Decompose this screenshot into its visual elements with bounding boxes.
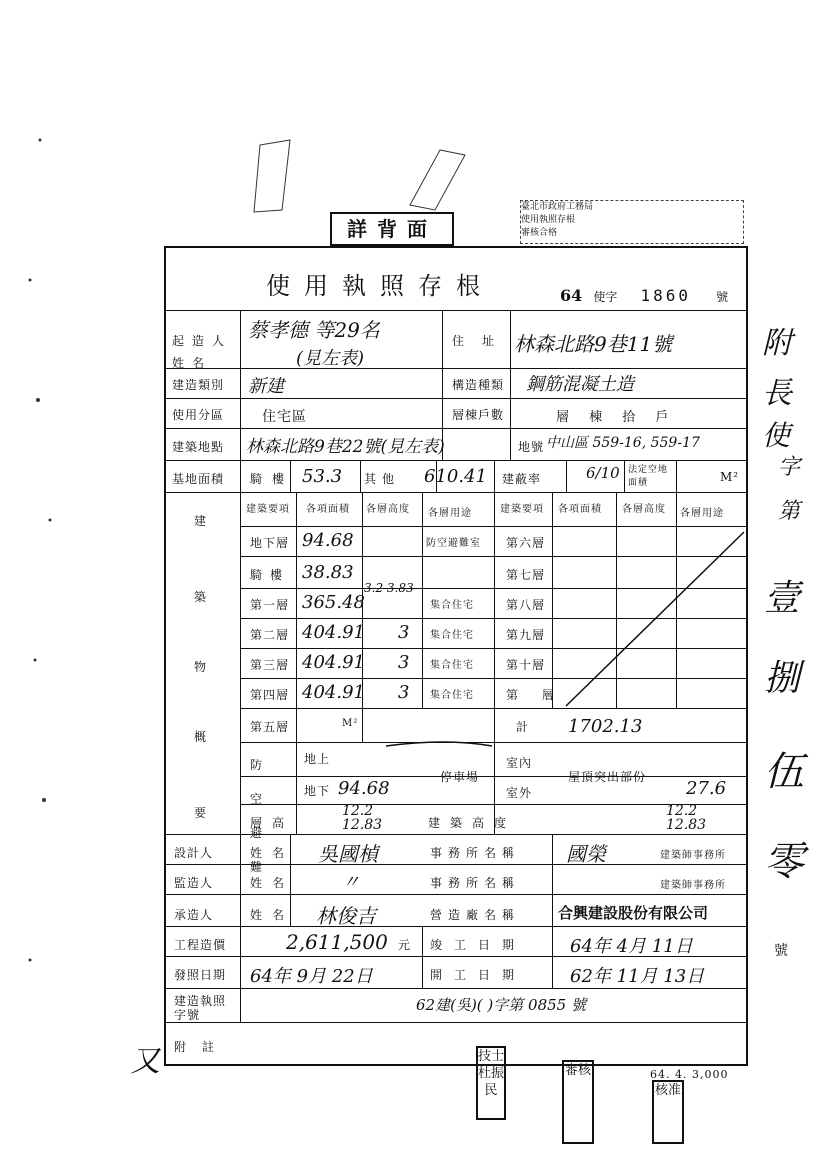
start-value: 62年 11月 13日 (570, 966, 705, 987)
address-label: 住址 (452, 334, 513, 348)
issue-value: 64年 9月 22日 (250, 966, 373, 987)
supervisor-office-label: 事務所名稱 (430, 876, 521, 890)
floor-left-area-2: 365.48 (302, 592, 365, 613)
permit-form (164, 246, 748, 1066)
strike-line (552, 526, 752, 716)
other-label: 其他 (364, 472, 401, 486)
completion-label: 竣工日期 (430, 938, 527, 952)
tape-marks (240, 130, 480, 220)
floor-left-name-2: 第一層 (250, 598, 290, 612)
ground-label: 地上 (304, 752, 331, 766)
open-area-unit: M² (720, 470, 740, 484)
contractor-name: 林俊吉 (316, 904, 376, 928)
floor-left-use-4: 集合住宅 (430, 660, 474, 671)
building-type-value: 新建 (248, 376, 284, 397)
permit-number-value: 1860 (640, 286, 691, 305)
hdr-height-right: 各層高度 (622, 504, 666, 515)
floor-left-area-4: 404.91 (302, 652, 365, 673)
roof-label: 屋頂突出部份 (568, 770, 647, 784)
floor-left-name-4: 第三層 (250, 658, 290, 672)
left-char-5: 要 (194, 806, 208, 820)
total-area: 1702.13 (568, 716, 643, 737)
stamp-technician (476, 1046, 506, 1120)
top-right-stamp-line-3: 審核合格 (521, 228, 558, 238)
coverage-value: 6/10 (586, 464, 620, 482)
floor-left-use-2: 集合住宅 (430, 600, 474, 611)
arcade-value: 53.3 (302, 466, 343, 487)
floor-right-3: 第九層 (506, 628, 546, 642)
side-char-5: 壹 (764, 578, 801, 619)
cost-label: 工程造價 (174, 938, 227, 952)
contractor-label: 承造人 (174, 908, 214, 922)
area-label: 基地面積 (172, 472, 225, 486)
floor-left-area-1: 38.83 (302, 562, 354, 583)
floor-left-name-6: 第五層 (250, 720, 290, 734)
designer-name-label: 姓名 (250, 846, 295, 860)
floor-left-height-3: 3 (398, 622, 410, 643)
use-zone-label: 使用分區 (172, 408, 225, 422)
stamp-review-text: 審核 (564, 1063, 591, 1078)
left-mark: 又 (130, 1044, 160, 1079)
detail-back-stamp-label: 詳背面 (347, 217, 437, 241)
license-value: 62建(吳)( )字第 0855 號 (416, 996, 586, 1014)
form-title: 使用執照存根 (266, 272, 494, 300)
print-note: 64. 4. 3,000 (650, 1068, 729, 1081)
floors-units-value: 層 棟 拾 戶 (556, 410, 677, 425)
floor-left-area-5: 404.91 (302, 682, 365, 703)
address-value: 林森北路9巷11號 (514, 332, 673, 356)
side-char-8: 零 (764, 839, 804, 885)
supervisor-name: 〃 (342, 872, 360, 893)
floor-left-name-3: 第二層 (250, 628, 290, 642)
floor-left-name-1: 騎樓 (250, 568, 291, 582)
stamp-technician-text: 技士杜振民 (478, 1049, 505, 1098)
hdr-item-right: 建築要項 (500, 504, 544, 515)
floor-right-4: 第十層 (506, 658, 546, 672)
supervisor-office-suffix: 建築師事務所 (660, 880, 726, 891)
floor-height-value: 12.2 12.83 (342, 803, 383, 833)
permit-number (560, 286, 728, 305)
builder-value: 蔡孝德 等29名 (248, 318, 380, 342)
left-char-1: 建 (194, 514, 208, 528)
top-right-stamp (520, 200, 744, 244)
floor-left-height-2: 3.2 3.83 (364, 581, 414, 595)
side-char-0: 附 (762, 326, 792, 361)
side-char-4: 第 (778, 499, 801, 524)
floor-left-use-0: 防空避難室 (426, 538, 481, 549)
contractor-name-label: 姓名 (250, 908, 295, 922)
left-edge-specks (0, 100, 60, 1100)
stamp-review (562, 1060, 594, 1144)
designer-label: 設計人 (174, 846, 214, 860)
side-char-7: 伍 (764, 749, 804, 795)
indoor-label: 室內 (506, 756, 533, 770)
hdr-area-left: 各項面積 (306, 504, 350, 515)
left-char-3: 物 (194, 660, 208, 674)
lot-value: 中山區 559-16, 559-17 (546, 435, 700, 451)
top-right-stamp-line-1: 臺北市政府工務局 (521, 202, 594, 212)
floor-left-use-5: 集合住宅 (430, 690, 474, 701)
floor-right-1: 第七層 (506, 568, 546, 582)
left-char-2: 築 (194, 590, 208, 604)
floor-left-area-3: 404.91 (302, 622, 365, 643)
cost-unit: 元 (398, 938, 412, 952)
designer-name: 吳國楨 (318, 842, 378, 866)
hdr-item-left: 建築要項 (246, 504, 290, 515)
side-char-2: 使 (762, 419, 791, 452)
designer-office-label: 事務所名稱 (430, 846, 521, 860)
roof-value: 27.6 (686, 778, 727, 799)
builder-label: 起造人姓名 (172, 334, 233, 370)
hdr-use-right: 各層用途 (680, 508, 724, 519)
left-char-4: 概 (194, 730, 208, 744)
floor-left-use-3: 集合住宅 (430, 630, 474, 641)
side-char-9: 號 (774, 943, 789, 959)
side-char-1: 長 (762, 376, 792, 411)
cost-value: 2,611,500 (286, 930, 388, 954)
top-right-stamp-line-2: 使用執照存根 (521, 215, 576, 225)
hdr-use-left: 各層用途 (428, 508, 472, 519)
floor-left-unit-6: M² (342, 718, 359, 729)
floor-right-0: 第六層 (506, 536, 546, 550)
other-value: 610.41 (424, 466, 487, 487)
issue-label: 發照日期 (174, 968, 227, 982)
arcade-label: 騎樓 (250, 472, 295, 486)
company-name: 合興建設股份有限公司 (558, 904, 709, 922)
architect-office-suffix: 建築師事務所 (660, 850, 726, 861)
start-label: 開工日期 (430, 968, 527, 982)
floors-units-label: 層棟戶數 (452, 408, 505, 422)
permit-year: 64 (560, 286, 583, 305)
builder-value-2: (見左表) (296, 348, 365, 369)
lot-label: 地號 (518, 440, 545, 454)
side-char-3: 字 (778, 455, 801, 480)
license-label: 建造執照字號 (174, 994, 227, 1022)
building-type-label: 建造類別 (172, 378, 225, 392)
designer-office: 國榮 (566, 842, 606, 866)
company-label: 營造廠名稱 (430, 908, 521, 922)
permit-suffix: 號 (716, 290, 729, 304)
notes-label: 附註 (174, 1040, 231, 1054)
building-height-label: 建築高度 (428, 816, 517, 830)
supervisor-label: 監造人 (174, 876, 214, 890)
use-zone-value: 住宅區 (262, 409, 307, 425)
floor-left-name-0: 地下層 (250, 536, 290, 550)
structure-value: 鋼筋混凝土造 (526, 374, 634, 395)
open-area-label: 法定空地面積 (628, 465, 669, 488)
outdoor-label: 室外 (506, 786, 533, 800)
stamp-approve (652, 1080, 684, 1144)
building-height-value: 12.2 12.83 (666, 803, 707, 833)
supervisor-name-label: 姓名 (250, 876, 295, 890)
site-label: 建築地點 (172, 440, 225, 454)
structure-label: 構造種類 (452, 378, 505, 392)
underground-value: 94.68 (338, 778, 390, 799)
floor-right-6: 計 (516, 720, 530, 734)
hdr-height-left: 各層高度 (366, 504, 410, 515)
floor-left-name-5: 第四層 (250, 688, 290, 702)
permit-prefix: 使字 (593, 290, 618, 304)
hdr-area-right: 各項面積 (558, 504, 602, 515)
site-value: 林森北路9巷22號(見左表) (246, 437, 445, 457)
floor-left-height-4: 3 (398, 652, 410, 673)
parking-label: 停車場 (440, 770, 480, 784)
underground-label: 地下 (304, 784, 331, 798)
coverage-label: 建蔽率 (502, 472, 542, 486)
defense-label: 防空避難 (250, 758, 264, 874)
floor-right-5: 第 層 (506, 688, 564, 702)
completion-value: 64年 4月 11日 (570, 936, 693, 957)
floor-right-2: 第八層 (506, 598, 546, 612)
stamp-approve-text: 核准 (654, 1083, 681, 1098)
side-char-6: 捌 (764, 658, 801, 699)
floor-left-area-0: 94.68 (302, 530, 354, 551)
floor-height-label: 層高 (250, 816, 295, 830)
floor-left-height-5: 3 (398, 682, 410, 703)
